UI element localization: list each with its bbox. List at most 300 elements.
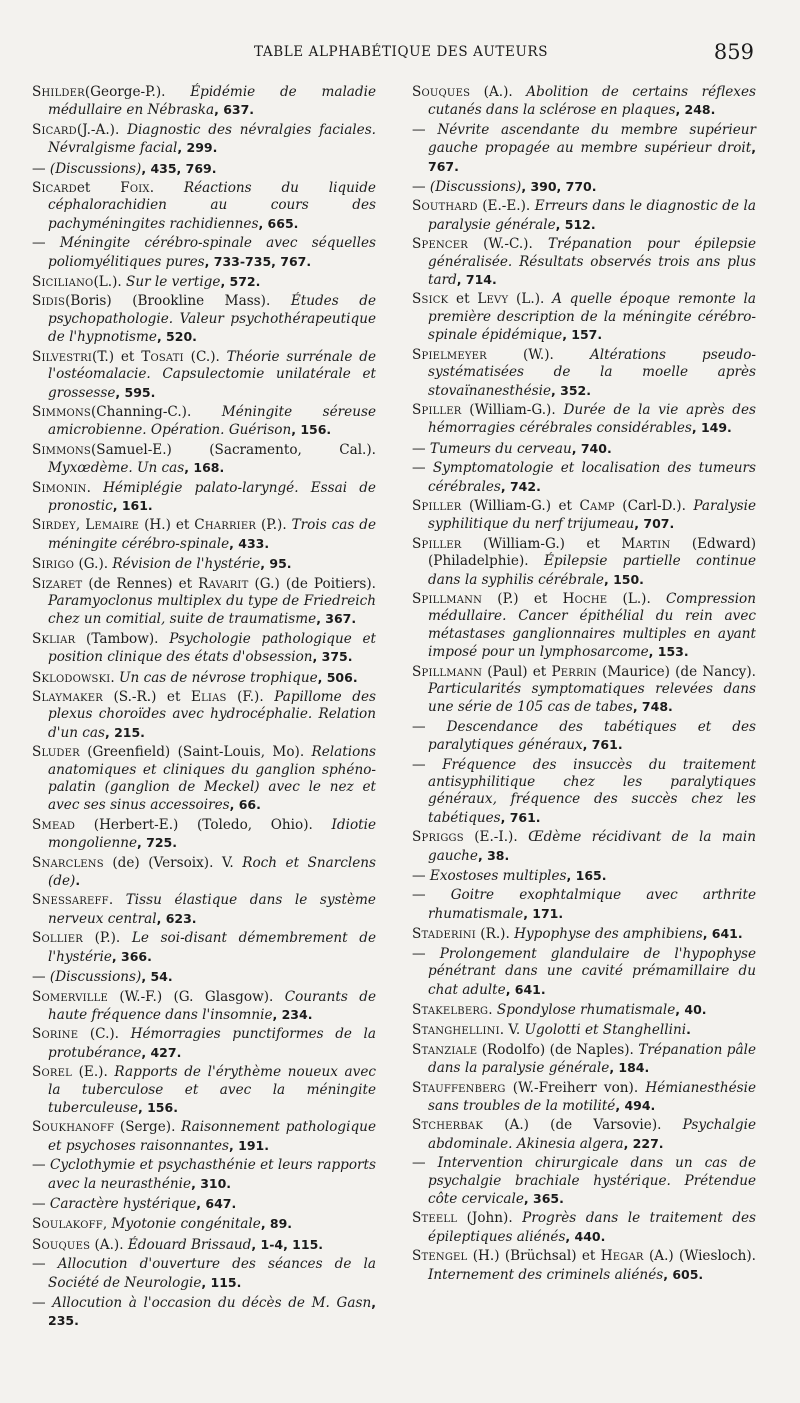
page-references: , 725.	[137, 835, 177, 851]
page-references: , 433.	[229, 535, 270, 551]
work-title: Études de psychopathologie. Valeur psychothérapeutique de l'hypnotisme	[48, 293, 377, 346]
work-title: Allocution à l'occasion du décès de M. Gasn	[52, 1295, 372, 1311]
index-entry	[412, 946, 756, 999]
author-name: Sidis	[32, 293, 66, 310]
page-references: , 707.	[634, 516, 675, 532]
entry-text: (S.-R.) et	[102, 689, 191, 705]
page-references: , 299.	[177, 140, 218, 156]
entry-text: (A.) (de Varsovie).	[483, 1117, 683, 1134]
entry-text: (William-G.) et	[461, 535, 622, 552]
entry-text: (G.).	[74, 556, 113, 573]
work-title: Trépanation pâle dans la paralysie générale	[428, 1041, 756, 1077]
page-references: , 506.	[317, 669, 358, 685]
page-references: .	[686, 1022, 691, 1038]
author-name: Snarclens	[32, 854, 104, 871]
index-entry	[32, 122, 376, 158]
entry-text: (Samuel-E.) (Sacramento, Cal.).	[90, 441, 376, 458]
page-references: , 150.	[603, 571, 644, 587]
page-references: , 165.	[566, 868, 607, 884]
entry-text: (George-P.).	[84, 84, 191, 100]
index-entry	[32, 817, 376, 853]
page-references: , 365.	[523, 1190, 564, 1206]
work-title: A quelle époque remonte la première description de la méningite cérébro-spinale épidémique	[428, 291, 757, 344]
page-references: , 714.	[456, 272, 497, 288]
index-entry	[412, 236, 756, 289]
work-title: Édouard Brissaud	[127, 1236, 252, 1253]
entry-text: (Maurice) (de Nancy).	[596, 663, 756, 680]
page-references: , 40.	[675, 1001, 707, 1017]
page-references: , 641.	[505, 981, 546, 997]
index-entry	[32, 273, 376, 291]
work-title: Progrès dans le traitement des épileptiques aliénés	[428, 1210, 756, 1245]
page-references: , 352.	[551, 382, 591, 398]
entry-text: . V.	[499, 1022, 525, 1039]
author-name: Stauffenberg	[412, 1079, 506, 1096]
page-references: , 637.	[214, 102, 255, 118]
work-title: Méningite cérébro-spinale avec séquelles poliomyélitiques pures	[48, 235, 377, 270]
author-name: Tosati	[141, 348, 184, 365]
work-title: Myxœdème. Un cas	[48, 460, 185, 477]
author-name: Spiller	[412, 401, 462, 418]
work-title: Allocution d'ouverture des séances de la Société de Neurologie	[48, 1256, 376, 1291]
work-title: Internement des criminels aliénés	[428, 1266, 664, 1283]
page-references: , 153.	[648, 644, 689, 660]
author-name: Camp	[579, 497, 615, 514]
work-title: Le soi-disant démembrement de l'hystérie	[48, 930, 376, 965]
index-entry	[32, 892, 376, 928]
work-title: Psychalgie abdominale. Akinesia algera	[428, 1117, 756, 1152]
author-name: Simmons	[32, 403, 91, 420]
page-references: , 767.	[428, 140, 756, 174]
work-title: Hémiplégie palato-laryngé. Essai de pronostic	[48, 479, 376, 514]
index-entry	[32, 1064, 376, 1117]
entry-text: (W.-C.).	[467, 236, 548, 253]
index-entry	[32, 84, 376, 120]
entry-text: —	[412, 868, 430, 885]
work-title: (Discussions)	[429, 179, 522, 196]
entry-text: (W.-Freiherr von).	[505, 1079, 646, 1096]
entry-text: —	[412, 460, 433, 477]
index-entry	[412, 867, 756, 885]
page-references: , 375.	[312, 649, 353, 665]
page-references: , 248.	[675, 102, 716, 118]
author-name: Spriggs	[412, 829, 464, 846]
page-references: , 572.	[220, 274, 261, 290]
entry-text: (de Rennes) et	[82, 575, 199, 592]
author-name: Soukhanoff	[32, 1119, 115, 1136]
author-name: Skliar	[32, 630, 76, 647]
author-name: Sicard	[32, 121, 77, 138]
page-references: , 641.	[702, 926, 743, 942]
author-name: Sirigo	[32, 556, 75, 573]
index-entry	[32, 349, 376, 402]
index-entry	[412, 1117, 756, 1153]
entry-text: (John).	[457, 1210, 523, 1227]
entry-text: —	[412, 1155, 438, 1172]
author-name: Staderini	[412, 926, 476, 943]
author-name: Slaymaker	[32, 689, 103, 705]
author-name: Hoche	[562, 590, 608, 607]
work-title: Hémianesthésie sans troubles de la motilité	[428, 1079, 756, 1114]
index-entry	[412, 591, 756, 662]
page-references: , 89.	[260, 1216, 293, 1232]
work-title: Hypophyse des amphibiens	[514, 926, 703, 943]
entry-text: (William-G.).	[461, 401, 564, 418]
entry-text: (G.) (de Poitiers).	[248, 575, 376, 592]
entry-text: et	[448, 291, 478, 308]
index-entry	[32, 1026, 376, 1062]
work-title: Épilepsie partielle continue dans la syphilis cérébrale	[428, 553, 756, 588]
work-title: Roch et Snarclens (de)	[48, 854, 376, 890]
entry-text: (E.-I.).	[463, 829, 529, 846]
index-entry	[412, 402, 756, 438]
author-name: Sorel	[32, 1064, 72, 1081]
work-title: Spondylose rhumatismale	[496, 1001, 676, 1018]
author-name: Sizaret	[32, 575, 83, 592]
index-entry	[412, 498, 756, 534]
author-name: Shilder	[32, 84, 85, 100]
entry-text: —	[412, 945, 440, 962]
work-title: Méningite séreuse amicrobienne. Opération. Guérison	[48, 403, 376, 439]
entry-text: (W.-F.) (G. Glasgow).	[107, 988, 285, 1005]
entry-text: —	[32, 1295, 53, 1311]
work-title: Symptomatologie et localisation des tumeurs cérébrales	[428, 460, 757, 495]
entry-text: (Boris) (Brookline Mass).	[65, 293, 291, 310]
work-title: Trois cas de méningite cérébro-spinale	[48, 517, 376, 552]
page-references: , 512.	[555, 216, 596, 232]
index-entry	[32, 855, 376, 891]
author-name: Lemaire	[85, 517, 140, 534]
index-entry	[412, 536, 756, 589]
author-name: Spielmeyer	[412, 346, 487, 363]
index-entry	[412, 347, 756, 400]
index-entry	[412, 757, 756, 828]
work-title: Descendance des tabétiques et des paralytiques généraux	[428, 718, 756, 754]
entry-text: .	[110, 669, 120, 686]
page-references: , 149.	[691, 420, 732, 436]
page-references: , 168.	[184, 460, 225, 476]
index-entry	[412, 1248, 756, 1284]
work-title: Erreurs dans le diagnostic de la paralysie générale	[428, 198, 757, 233]
page-references: , 156.	[291, 422, 332, 438]
author-name: Smead	[32, 816, 76, 833]
author-name: Southard	[412, 198, 478, 215]
page-references: , 95.	[260, 556, 292, 572]
author-name: Spencer	[412, 236, 468, 253]
page-references: , 761.	[500, 809, 541, 825]
right-column	[412, 84, 756, 1286]
work-title: Névrite ascendante du membre supérieur gauche propagée au membre supérieur droit	[428, 121, 756, 157]
page-references: , 440.	[565, 1228, 606, 1244]
author-name: Soulakoff	[32, 1216, 103, 1233]
page-references: , 227.	[623, 1135, 664, 1151]
page-references: , 184.	[609, 1060, 650, 1076]
index-entry	[32, 1294, 376, 1331]
work-title: Théorie surrénale de l'ostéomalacie. Capsulectomie unilatérale et grossesse	[48, 348, 376, 401]
work-title: Cyclothymie et psychasthénie et leurs rapports avec la neurasthénie	[48, 1157, 376, 1192]
page-references: , 427.	[141, 1044, 182, 1060]
entry-text: —	[32, 1256, 58, 1273]
entry-text: (A.) (Wiesloch).	[643, 1248, 756, 1265]
entry-text: (William-G.) et	[461, 497, 580, 514]
work-title: Tissu élastique dans le système nerveux central	[48, 892, 376, 927]
entry-text: —	[412, 121, 438, 138]
entry-text: (Tambow).	[75, 630, 170, 647]
entry-text: —	[412, 179, 430, 196]
index-entry	[32, 517, 376, 553]
index-entry	[32, 1236, 376, 1254]
index-entry	[32, 404, 376, 440]
entry-text: et	[76, 180, 121, 197]
author-name: Ravarit	[198, 575, 249, 592]
entry-text: .	[149, 180, 184, 197]
running-title: TABLE ALPHABÉTIQUE DES AUTEURS	[254, 44, 549, 60]
index-entry	[412, 719, 756, 755]
index-entry	[32, 1195, 376, 1213]
page-references: , 54.	[141, 969, 173, 985]
page-header	[0, 40, 800, 68]
page-references: , 665.	[258, 215, 299, 231]
index-entry	[32, 180, 376, 233]
author-name: Ssick	[412, 291, 449, 308]
author-name: Levy	[477, 291, 509, 308]
work-title: Révision de l'hystérie	[112, 556, 261, 573]
page-references: , 748.	[632, 699, 673, 715]
entry-text: (C.).	[183, 348, 227, 365]
work-title: Relations anatomiques et cliniques du ganglion sphéno-palatin (ganglion de Meckel) avec le nez et avec ses sinus accessoires	[48, 744, 376, 814]
entry-text: (H.) (Brüchsal) et	[467, 1248, 601, 1265]
page-references: , 1-4, 115.	[251, 1236, 324, 1252]
author-name: Foix	[120, 180, 150, 197]
entry-text: (Paul) et	[482, 663, 552, 680]
index-entry	[32, 555, 376, 573]
page-references: , 235.	[48, 1295, 376, 1329]
page-references: , 605.	[663, 1266, 704, 1282]
entry-text: (P.) et	[482, 590, 563, 607]
page-references: , 742.	[500, 478, 541, 494]
page-references: , 623.	[156, 910, 197, 926]
page-references: , 66.	[229, 797, 261, 813]
entry-text: (E.-E.).	[477, 198, 535, 215]
author-name: Sorine	[32, 1026, 79, 1043]
index-entry	[412, 925, 756, 943]
entry-text: (de) (Versoix). V.	[103, 854, 243, 871]
work-title: Rapports de l'érythème noueux avec la tuberculose et avec la méningite tuberculeuse	[48, 1064, 376, 1116]
index-entry	[412, 887, 756, 923]
page-references: , 38.	[477, 847, 510, 863]
work-title: Courants de haute fréquence dans l'insomnie	[48, 988, 376, 1023]
author-name: Siciliano	[32, 274, 94, 291]
entry-text: (H.) et	[139, 517, 195, 534]
work-title: Abolition de certains réflexes cutanés dans la sclérose en plaques	[428, 84, 756, 119]
work-title: Altérations pseudo-systématisées de la moelle après stovaïnanesthésie	[428, 346, 756, 399]
work-title: Papillome des plexus choroïdes avec hydrocéphalie. Relation d'un cas	[48, 689, 376, 741]
work-title: Exostoses multiples	[429, 868, 567, 885]
entry-text: (F.).	[226, 689, 275, 705]
author-name: Stengel	[412, 1248, 468, 1265]
entry-text: .	[488, 1001, 497, 1018]
author-name: Silvestri	[32, 348, 93, 365]
page-references: , 215.	[104, 724, 145, 740]
work-title: Compression médullaire. Cancer épithélial du rein avec métastases ganglionnaires multiples en ayant imposé pour un lymphosarcome	[428, 590, 756, 661]
entry-text: (J.-A.).	[76, 121, 128, 138]
index-entry	[412, 122, 756, 176]
page-references: , 435, 769.	[141, 160, 217, 176]
author-name: Spiller	[412, 535, 462, 552]
entry-text: (L.).	[508, 291, 553, 308]
entry-text: —	[412, 887, 451, 904]
index-entry	[32, 968, 376, 986]
entry-text: .	[108, 892, 126, 909]
index-entry	[412, 1042, 756, 1078]
entry-text: (A.).	[470, 84, 527, 100]
index-entry	[412, 664, 756, 717]
author-name: Stakelberg	[412, 1001, 489, 1018]
index-entry	[32, 1119, 376, 1155]
page-references: , 367.	[316, 611, 357, 627]
index-entry	[412, 84, 756, 120]
entry-text: (Edward) (Philadelphie).	[428, 535, 757, 570]
author-name: Souques	[32, 1236, 91, 1253]
index-entry	[32, 235, 376, 271]
index-entry	[32, 989, 376, 1025]
entry-text: ,	[75, 517, 86, 534]
work-title: (Discussions)	[49, 160, 142, 177]
index-entry	[32, 160, 376, 178]
index-entry	[412, 291, 756, 344]
author-name: Snessareff	[32, 892, 109, 909]
work-title: Prolongement glandulaire de l'hypophyse pénétrant dans une cavité prémamillaire du chat adulte	[428, 945, 756, 998]
author-name: Sollier	[32, 930, 83, 947]
index-entry	[32, 631, 376, 667]
index-entry	[32, 442, 376, 478]
author-name: Hegar	[600, 1248, 644, 1265]
work-title: Réactions du liquide céphalorachidien au cours des pachyméningites rachidiennes	[48, 180, 376, 232]
entry-text: (Herbert-E.) (Toledo, Ohio).	[75, 816, 332, 833]
entry-text: (Carl-D.).	[614, 497, 694, 514]
work-title: Œdème récidivant de la main gauche	[428, 829, 756, 864]
work-title: Ugolotti et Stanghellini	[524, 1022, 687, 1039]
entry-text: .	[86, 479, 104, 496]
index-entry	[412, 178, 756, 196]
author-name: Stanziale	[412, 1041, 478, 1058]
entry-text: (W.).	[486, 346, 590, 363]
author-name: Sluder	[32, 744, 80, 761]
index-entry	[32, 1215, 376, 1233]
work-title: (Discussions)	[49, 969, 142, 986]
work-title: Idiotie mongolienne	[48, 816, 376, 852]
page-references: , 156.	[138, 1099, 178, 1115]
work-title: Tumeurs du cerveau	[429, 440, 572, 457]
author-name: Simmons	[32, 441, 91, 458]
page-references: , 647.	[196, 1195, 237, 1211]
entry-text: (P.).	[82, 930, 132, 947]
work-title: Hémorragies punctiformes de la protubérance	[48, 1026, 376, 1061]
work-title: Diagnostic des névralgies faciales. Névralgisme facial	[48, 121, 376, 157]
author-name: Stcherbak	[412, 1117, 484, 1134]
work-title: Intervention chirurgicale dans un cas de psychalgie brachiale hystérique. Prétendue côte cervicale	[428, 1155, 756, 1207]
author-name: Stanghellini	[412, 1022, 500, 1039]
author-name: Souques	[412, 84, 471, 100]
index-entry	[412, 1080, 756, 1116]
entry-text: ,	[102, 1216, 112, 1233]
index-entry	[32, 480, 376, 516]
author-name: Sicard	[32, 180, 77, 197]
entry-text: —	[412, 756, 443, 773]
work-title: Durée de la vie après des hémorragies cérébrales considérables	[428, 401, 756, 437]
page-references: , 161.	[112, 497, 153, 513]
entry-text: (T.) et	[92, 348, 142, 365]
entry-text: (A.).	[90, 1236, 128, 1253]
page-references: , 115.	[201, 1274, 242, 1290]
page-references: , 733-735, 767.	[204, 253, 312, 269]
author-name: Martin	[621, 535, 671, 552]
work-title: Trépanation pour épilepsie généralisée. Résultats observés trois ans plus tard	[428, 236, 756, 289]
index-entry	[32, 744, 376, 815]
work-title: Psychologie pathologique et position clinique des états d'obsession	[48, 630, 376, 666]
entry-text: —	[32, 235, 60, 252]
author-name: Spillmann	[412, 590, 483, 607]
entry-text: (E.).	[71, 1064, 115, 1081]
page-references: , 595.	[115, 384, 156, 400]
page-references: , 761.	[582, 737, 623, 753]
entry-text: —	[412, 718, 447, 735]
index-entry	[412, 1155, 756, 1208]
page-number: 859	[713, 40, 754, 64]
author-name: Spiller	[412, 497, 462, 514]
entry-text: —	[32, 160, 50, 177]
author-name: Sklodowski	[32, 669, 111, 686]
index-entry	[32, 930, 376, 966]
entry-text: (R.).	[475, 926, 515, 943]
work-title: Raisonnement pathologique et psychoses raisonnantes	[48, 1119, 376, 1154]
entry-text: (L.).	[607, 590, 667, 607]
page-references: , 171.	[523, 905, 564, 921]
entry-text: —	[412, 440, 430, 457]
entry-text: (Serge).	[114, 1119, 182, 1136]
index-entry	[412, 460, 756, 496]
index-entry	[32, 1256, 376, 1292]
work-title: Goitre exophtalmique avec arthrite rhumatismale	[428, 887, 757, 922]
index-entry	[32, 576, 376, 629]
author-name: Sirdey	[32, 517, 76, 534]
work-title: Sur le vertige	[126, 274, 221, 291]
index-entry	[32, 293, 376, 346]
page-references: , 234.	[272, 1006, 313, 1022]
index-entry	[412, 1210, 756, 1246]
entry-text: (L.).	[93, 274, 127, 291]
work-title: Fréquence des insuccès du traitement antisyphilitique chez les paralytiques généraux, fréquence des succès chez les tabétiques	[428, 756, 756, 826]
page-references: , 390, 770.	[521, 179, 597, 195]
work-title: Myotonie congénitale	[111, 1216, 261, 1233]
index-entry	[412, 440, 756, 458]
entry-text: (Rodolfo) (de Naples).	[477, 1041, 639, 1058]
page-references: , 494.	[615, 1097, 656, 1113]
work-title: Épidémie de maladie médullaire en Nébraska	[48, 84, 376, 119]
page-references: , 366.	[111, 948, 152, 964]
author-name: Simonin	[32, 479, 87, 496]
left-column	[32, 84, 376, 1333]
author-name: Steell	[412, 1210, 458, 1227]
page-references: , 157.	[562, 327, 603, 343]
page-references: .	[75, 873, 81, 889]
entry-text: (Greenfield) (Saint-Louis, Mo).	[79, 744, 312, 761]
index-entry	[412, 1001, 756, 1019]
work-title: Particularités symptomatiques relevées dans une série de 105 cas de tabes	[428, 681, 756, 716]
entry-text: (P.).	[256, 517, 292, 534]
work-title: Paralysie syphilitique du nerf trijumeau	[428, 497, 757, 533]
page-references: , 740.	[571, 440, 612, 456]
